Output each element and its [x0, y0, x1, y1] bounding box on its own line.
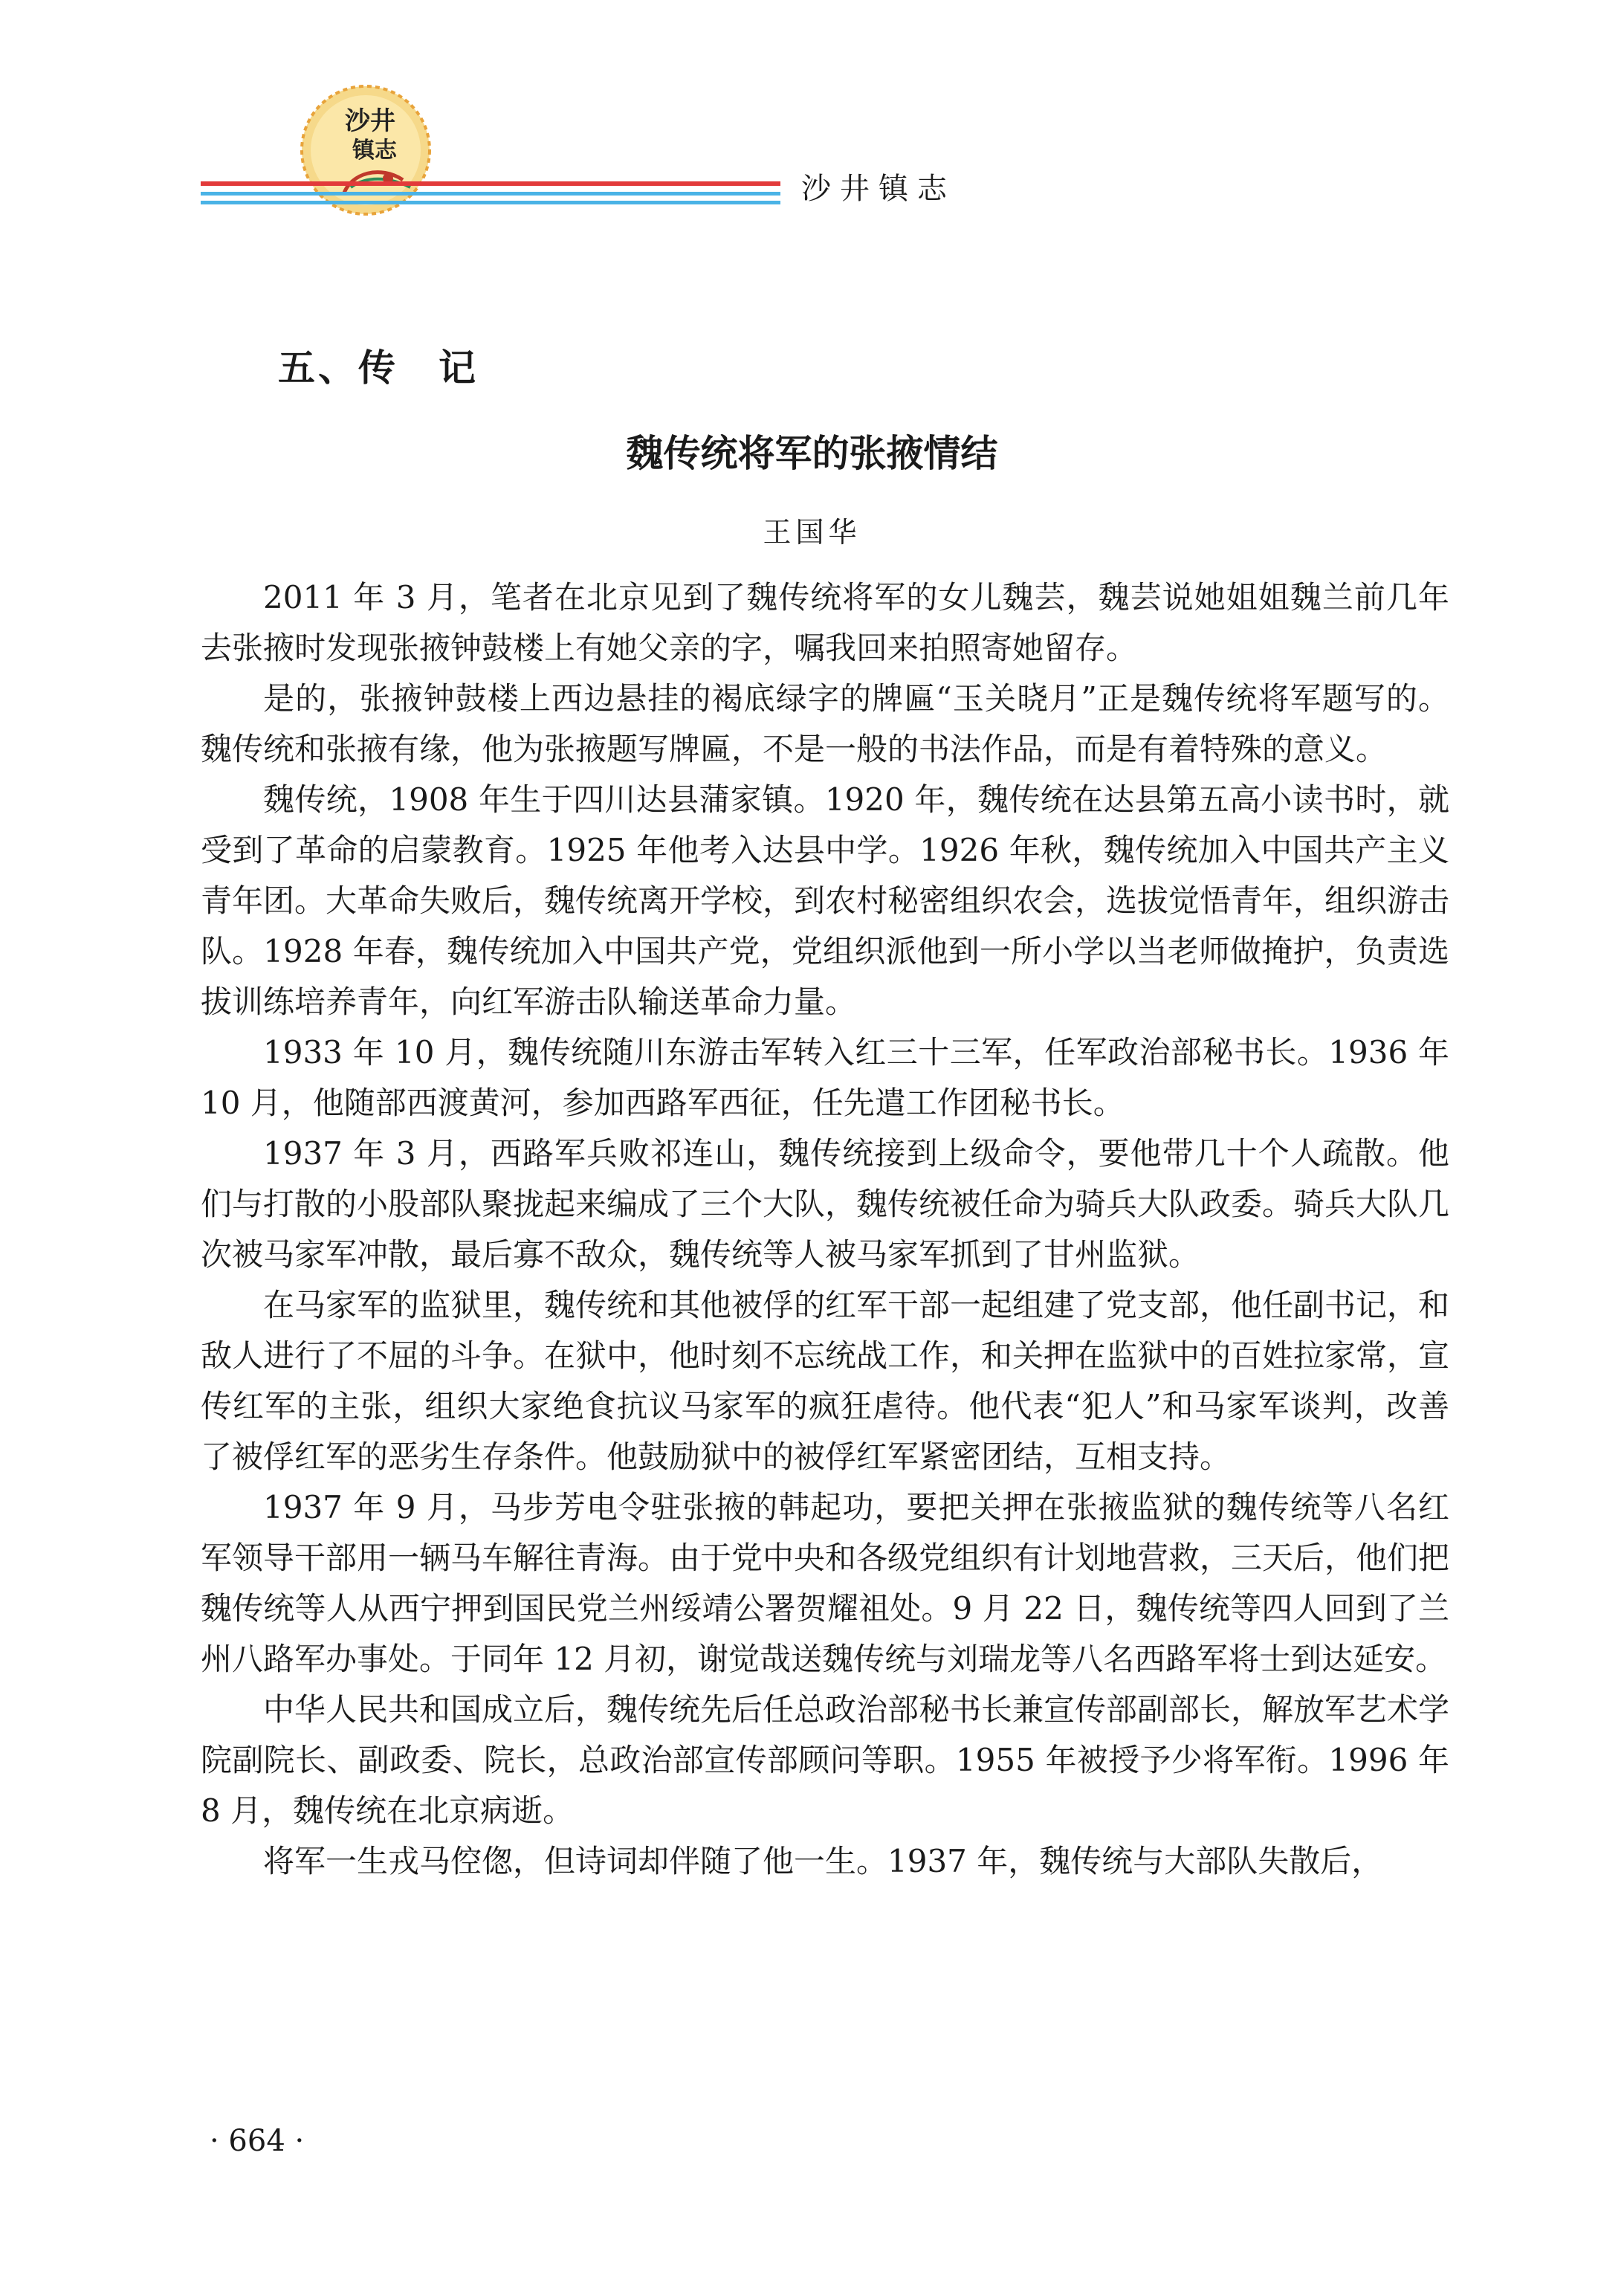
town-seal-logo [299, 83, 433, 217]
paragraph: 魏传统，1908 年生于四川达县蒲家镇。1920 年，魏传统在达县第五高小读书时，就受到了革命的启蒙教育。1925 年他考入达县中学。1926 年秋，魏传统加入中国共产主义青年团。大革命失败后，魏传统离开学校，到农村秘密组织农会，选拔觉悟青年，组织游击队。1928 年春，魏传统加入中国共产党，党组织派他到一所小学以当老师做掩护，负责选拔训练培养青年，向红军游击队输送革命力量。 [201, 781, 1450, 1020]
svg-text:沙井: 沙井 [345, 106, 395, 136]
header-rule-blue [201, 192, 780, 196]
running-header-title: 沙井镇志 [801, 172, 956, 206]
header-rule-blue [201, 201, 780, 204]
paragraph: 1937 年 3 月，西路军兵败祁连山，魏传统接到上级命令，要他带几十个人疏散。他们与打散的小股部队聚拢起来编成了三个大队，魏传统被任命为骑兵大队政委。骑兵大队几次被马家军冲散，最后寡不敌众，魏传统等人被马家军抓到了甘州监狱。 [201, 1135, 1450, 1273]
paragraph: 是的，张掖钟鼓楼上西边悬挂的褐底绿字的牌匾“玉关晓月”正是魏传统将军题写的。魏传统和张掖有缘，他为张掖题写牌匾，不是一般的书法作品，而是有着特殊的意义。 [201, 680, 1449, 767]
paragraph: 中华人民共和国成立后，魏传统先后任总政治部秘书长兼宣传部副部长，解放军艺术学院副院长、副政委、院长，总政治部宣传部顾问等职。1955 年被授予少将军衔。1996 年 8 月，魏传统在北京病逝。 [201, 1691, 1450, 1829]
paragraph: 2011 年 3 月，笔者在北京见到了魏传统将军的女儿魏芸，魏芸说她姐姐魏兰前几年去张掖时发现张掖钟鼓楼上有她父亲的字，嘱我回来拍照寄她留存。 [201, 579, 1449, 666]
article-body [201, 572, 1449, 1887]
page-header [0, 0, 1624, 223]
page-number: · 664 · [210, 2124, 305, 2158]
article-author: 王国华 [763, 516, 861, 549]
paragraph: 1933 年 10 月，魏传统随川东游击军转入红三十三军，任军政治部秘书长。1936 年 10 月，他随部西渡黄河，参加西路军西征，任先遣工作团秘书长。 [201, 1034, 1449, 1121]
header-rule-red [201, 181, 780, 186]
paragraph: 在马家军的监狱里，魏传统和其他被俘的红军干部一起组建了党支部，他任副书记，和敌人进行了不屈的斗争。在狱中，他时刻不忘统战工作，和关押在监狱中的百姓拉家常，宣传红军的主张，组织大家绝食抗议马家军的疯狂虐待。他代表“犯人”和马家军谈判，改善了被俘红军的恶劣生存条件。他鼓励狱中的被俘红军紧密团结，互相支持。 [201, 1287, 1450, 1475]
svg-text:镇志: 镇志 [352, 138, 397, 164]
section-heading: 五、传 记 [278, 346, 479, 390]
paragraph: 1937 年 9 月，马步芳电令驻张掖的韩起功，要把关押在张掖监狱的魏传统等八名红军领导干部用一辆马车解往青海。由于党中央和各级党组织有计划地营救，三天后，他们把魏传统等人从西宁押到国民党兰州绥靖公署贺耀祖处。9 月 22 日，魏传统等四人回到了兰州八路军办事处。于同年 12 月初，谢觉哉送魏传统与刘瑞龙等八名西路军将士到达延安。 [201, 1489, 1450, 1677]
paragraph: 将军一生戎马倥偬，但诗词却伴随了他一生。1937 年，魏传统与大部队失散后， [263, 1843, 1383, 1879]
article-title: 魏传统将军的张掖情结 [626, 432, 998, 475]
